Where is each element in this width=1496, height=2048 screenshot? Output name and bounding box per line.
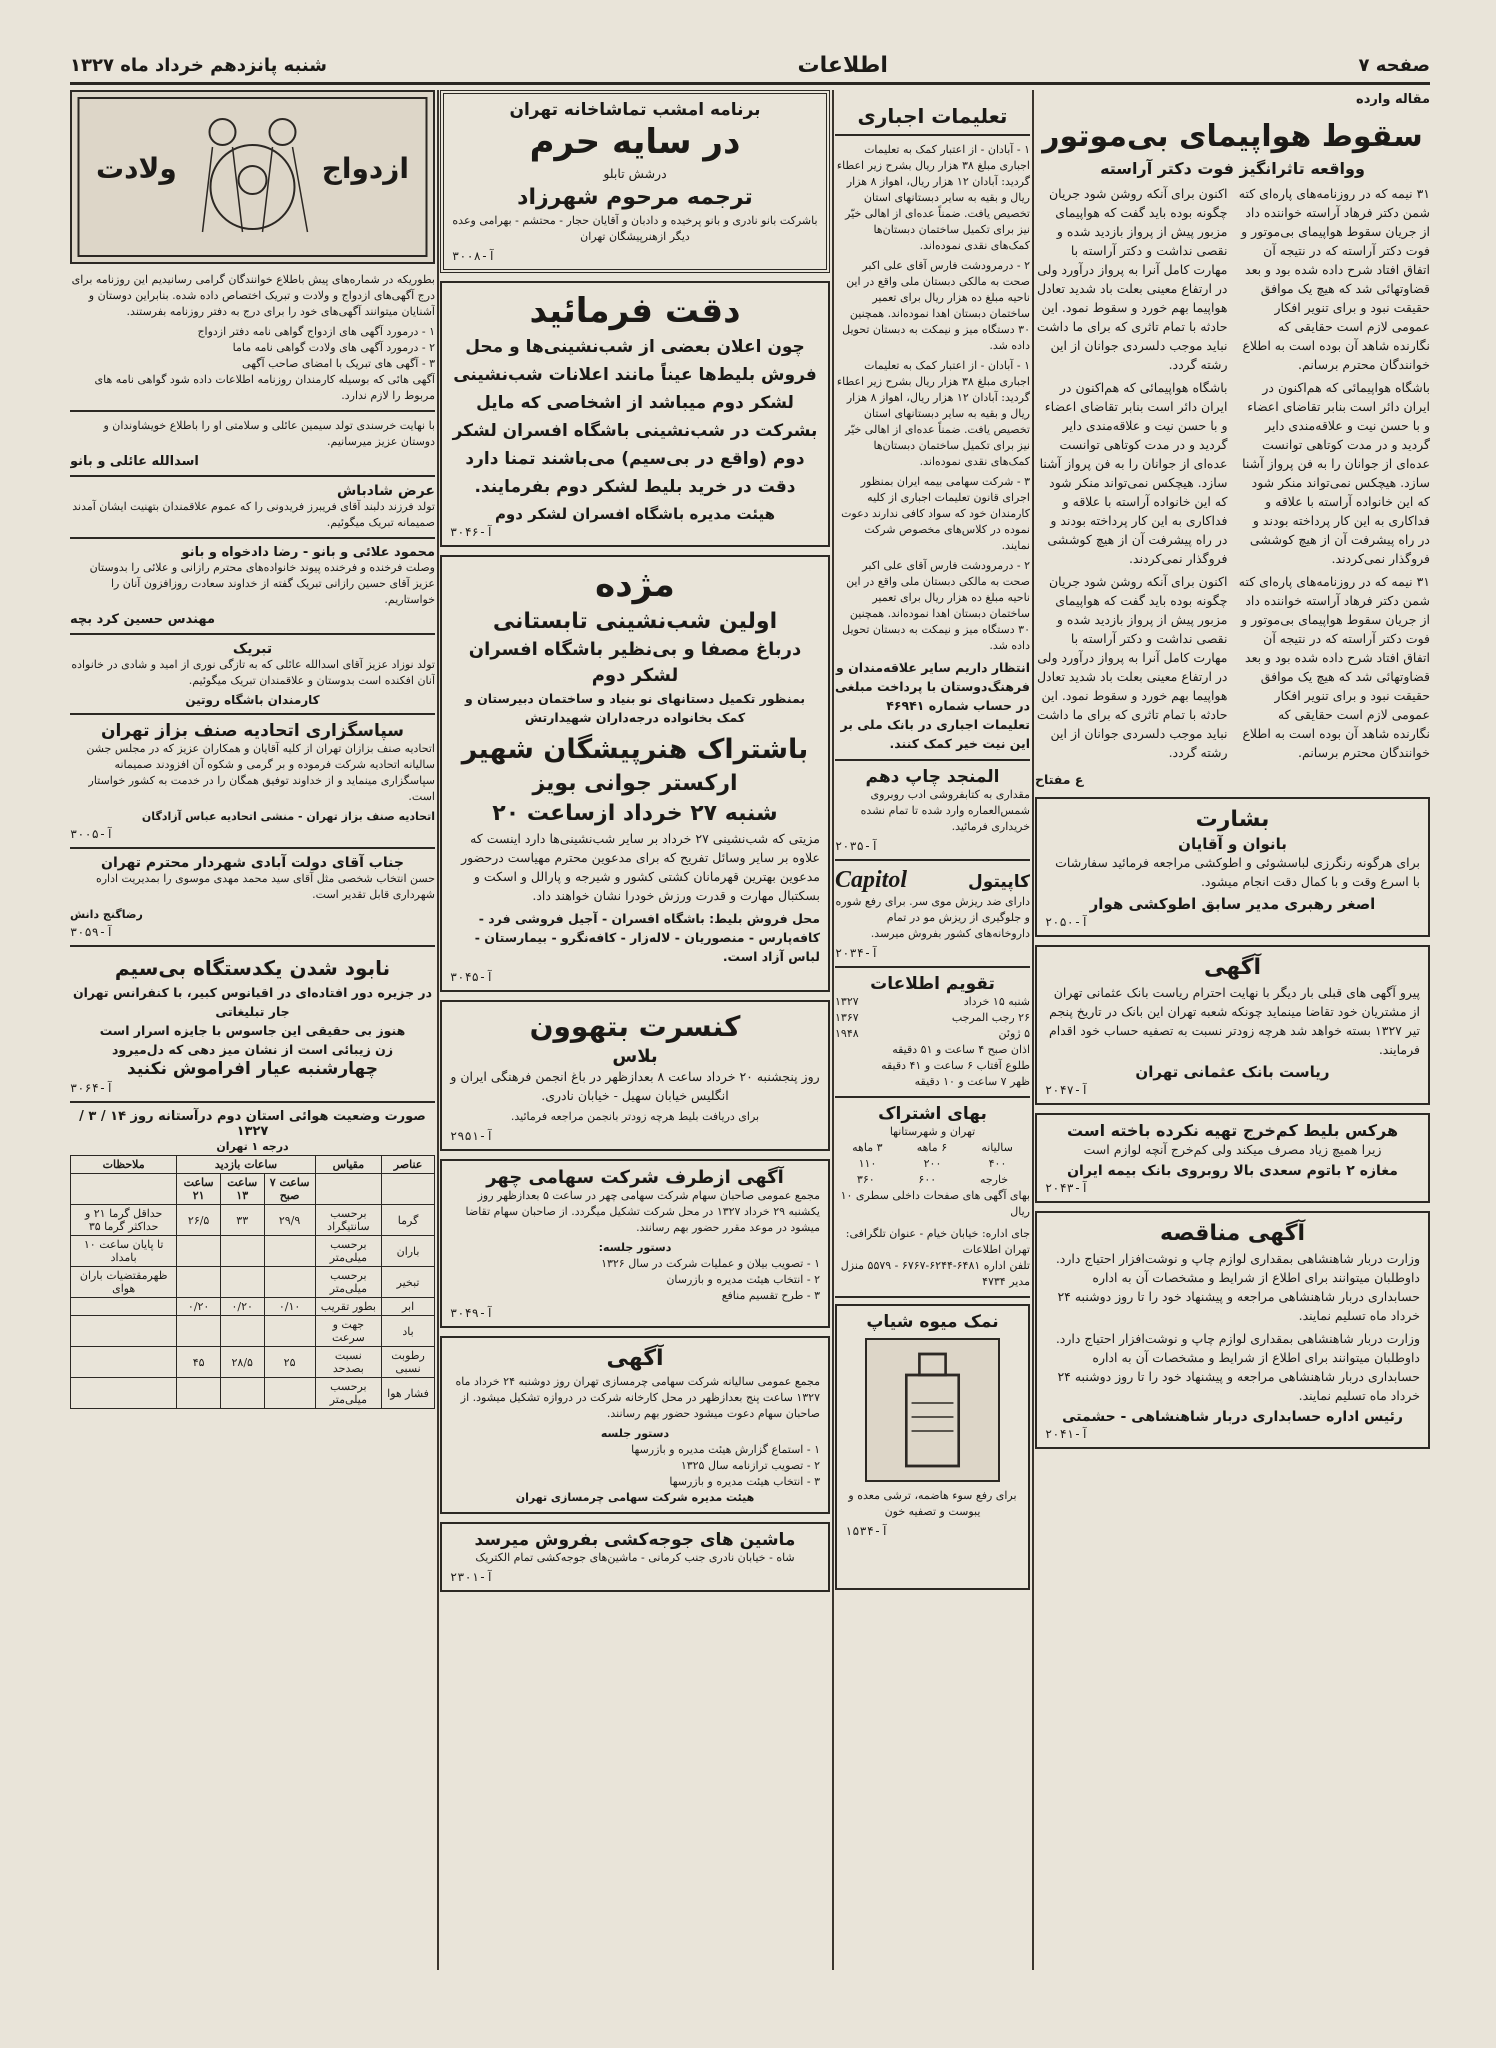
table-row [71,1236,435,1267]
ad-signature: رضاگنج دانش [70,908,143,921]
table-header [71,1174,177,1205]
concert-ticket: برای دریافت بلیط هرچه زودتر بانجمن مراجعه فرمائید. [510,1110,760,1123]
notice-title: عرض شادباش [336,483,435,499]
table-cell [264,1267,315,1298]
notice-text: با نهایت خرسندی تولد سیمین عائلی و سلامتی او را باطلاع خویشاوندان و دوستان عزیز میرسانیم. [103,419,435,448]
ad-signature: اتحادیه صنف بزاز تهران - منشی اتحادیه عباس آزادگان [141,810,435,823]
article-subhead: وواقعه تاثرانگیز فوت دکتر آراسته [1100,159,1365,178]
notice-title: تعلیمات اجباری [835,90,1030,136]
ad-title: سپاسگزاری اتحادیه صنف بزاز تهران [100,721,405,741]
column-rule [1032,90,1034,1970]
table-cell [220,1236,264,1267]
table-cell [264,1316,315,1347]
concert-title: کنسرت بتهوون [529,1010,741,1043]
ad-salutation: بانوان و آقایان [1178,835,1287,853]
calendar-title: تقویم اطلاعات [870,974,995,994]
table-cell [220,1316,264,1347]
table-cell: ابر [382,1298,435,1316]
ad-title: کاپیتول [968,872,1030,892]
ad-signature: هیئت مدیره شرکت سهامی چرمسازی تهران [515,1491,755,1504]
table-cell: برحسب سانتیگراد [315,1205,381,1236]
table-header [382,1174,435,1205]
ad-ref: آ-۲۰۳۴ [835,946,879,960]
divider [835,1296,1030,1298]
ad-ref: آ-۲۰۴۱ [1045,1427,1089,1441]
page-header [70,48,1430,85]
announcements-rule: ۳ - آگهی های تبریک با امضای صاحب آگهی [242,357,435,370]
ad-title: نمک میوه شیاپ [866,1312,999,1332]
ad-title: هرکس بلیط کم‌خرج تهیه نکرده باخته است [1066,1121,1399,1140]
calendar-noon: ظهر ۷ ساعت و ۱۰ دقیقه [914,1075,1030,1088]
table-cell: رطوبت نسبی [382,1347,435,1378]
divider [835,966,1030,968]
ad-text: پیرو آگهی های قبلی بار دیگر با نهایت احترام ریاست بانک عثمانی تهران از مشتریان خود تقاضا مینماید چونکه شعبه تهران این بانک در تاریخ پنجم تیر ۱۳۲۷ بسته خواهد شد هرچه زودتر نسبت به تصفیه حساب خود اقدام فرمایند. [1049,985,1420,1057]
table-cell: گرما [382,1205,435,1236]
ad-raffle [1035,1113,1430,1203]
ad-concert [440,1000,830,1151]
ad-title: آگهی [1203,955,1262,980]
ad-incubator [440,1522,830,1592]
table-row [71,1347,435,1378]
shareholders-title: آگهی ازطرف شرکت سهامی چهر [486,1167,784,1188]
table-cell: ۴۵ [177,1347,221,1378]
calendar-row [835,994,1030,1010]
attention-sign: هیئت مدیره باشگاه افسران لشکر دوم [494,505,776,523]
notice-sign: مهندس حسین کرد بچه [70,612,216,627]
theatre-title: در سایه حرم [529,122,741,162]
subscription-col: ۳ ماهه [852,1141,883,1154]
table-row [71,1205,435,1236]
column-rule [832,90,834,1970]
table-cell: جهت و سرعت [315,1316,381,1347]
table-cell [177,1267,221,1298]
ad-text: مقداری به کتابفروشی ادب روبروی شمس‌العماره وارد شده تا تمام نشده خریداری فرمائید. [860,788,1030,833]
announcements-rule: ۲ - درمورد آگهی های ولادت گواهی نامه ماما [232,341,435,354]
notice-title: محمود علائی و بانو - رضا دادخواه و بانو [181,545,435,560]
ad-ref: آ-۲۰۴۳ [1045,1181,1089,1195]
column-article [1035,90,1430,1970]
calendar-year: ۱۳۶۷ [835,1011,859,1024]
calendar [835,974,1030,1090]
table-cell: ۲۵ [264,1347,315,1378]
theatre-translator: ترجمه مرحوم شهرزاد [517,185,753,210]
subscription-phones: تلفن اداره ۶۴۸۱-۶۲۴۴-۶۷۶۷ - ۵۵۷۹ منزل مدیر ۴۷۳۴ [840,1259,1030,1288]
shareholders-text: مجمع عمومی صاحبان سهام شرکت سهامی چهر در ساعت ۵ بعدازظهر روز یکشنبه ۲۹ خرداد ۱۳۲۷ در محل شرکت تشکیل میگردد. از صاحبان سهام تقاضا میشود در موعد مقرر حضور بهم رسانند. [465,1189,820,1234]
column-announcements [70,90,435,1970]
weather-table [70,1155,435,1409]
weather-report [70,1109,435,1409]
ad-title: آگهی مناقصه [1159,1221,1306,1246]
table-cell [71,1347,177,1378]
ad-shareholders [440,1159,830,1328]
notice-sign: اسدالله عائلی و بانو [70,454,199,469]
table-header: ساعت ۷ صبح [264,1174,315,1205]
calendar-row [835,1026,1030,1042]
ad-namak [835,1304,1030,1590]
ad-text: دارای ضد ریزش موی سر. برای رفع شوره و جلوگیری از ریزش مو در تمام داروخانه‌های کشور بفروش میرسد. [835,895,1030,940]
ad-ref: آ-۳۰۴۵ [450,970,494,984]
subscription-address: جای اداره: خیابان خیام - عنوان تلگرافی: تهران اطلاعات [845,1227,1030,1256]
calendar-year: ۱۹۴۸ [835,1027,859,1040]
table-cell: برحسب میلی‌متر [315,1378,381,1409]
ad-ref: آ-۲۰۴۷ [1045,1083,1089,1097]
agenda-item: ۳ - طرح تقسیم منافع [721,1289,820,1302]
ad-text: برای هرگونه رنگرزی لباسشوئی و اطوکشی مراجعه فرمائید سفارشات با اسرع وقت و با کمال دقت انجام میشود. [1055,855,1420,889]
article-paragraph: ۳۱ نیمه که در روزنامه‌های پاره‌ای کته شمن دکتر فرهاد آراسته خواننده داد از جریان سقوط هواپیمای بی‌موتور و فوت دکتر آراسته که در نتیجه آن اتفاق افتاد شرح داده شده بود و بعد قضاوتهائی شد که هیچ یک موافق حقیقت نبود و برای تنویر افکار عمومی لازم است حقایقی که نگارنده شاهد آن بوده است به اطلاع خوانندگان محترم برسانم. [1238,574,1430,760]
ad-ref: آ-۳۰۵۹ [70,925,114,939]
ad-text: حسن انتخاب شخصی مثل آقای سید محمد مهدی موسوی را بمدیریت اداره شهرداری قابل تقدیر است. [95,872,435,901]
table-cell [177,1316,221,1347]
divider [835,859,1030,861]
ad-signature: ریاست بانک عثمانی تهران [1135,1063,1330,1081]
ad-text: وزارت دربار شاهنشاهی بمقداری لوازم چاپ و نوشت‌افزار احتیاج دارد. داوطلبان میتوانند برای اطلاع از شرایط و مشخصات آن به اداره حسابداری دربار شاهنشاهی مراجعه و پیشنهاد خود را تا روز دوشنبه ۲۴ خرداد ماه تسلیم نمایند. [1055,1331,1420,1403]
agenda-title: دستور جلسه: [598,1241,672,1254]
column-notices [835,90,1030,1970]
notice-paragraph: ۱ - آبادان - از اعتبار کمک به تعلیمات اجباری مبلغ ۳۸ هزار ریال بشرح زیر اعطاء گردید: آبادان ۱۲ هزار ریال، اهواز ۸ هزار ریال و بقیه به سایر دبستانهای استان تخصیص یافت. ضمناً عده‌ای از اهالی خیّر نیز برای تکمیل ساختمان دبستان‌ها کمک‌های نقدی نموده‌اند. [836,359,1030,468]
subscription-price: ۴۰۰ [988,1157,1007,1170]
table-cell: تبخیر [382,1267,435,1298]
ad-line: چهارشنبه عیار افراموش نکنید [127,1059,378,1079]
theatre-top: برنامه امشب تماشاخانه تهران [509,100,761,120]
weather-title: صورت وضعیت هوائی استان دوم درآستانه روز ۱۴ / ۳ / ۱۳۲۷ [79,1109,426,1139]
table-cell: ۰/۱۰ [264,1298,315,1316]
notice-text: وصلت فرخنده و فرخنده پیوند خانواده‌های محترم رازانی و علائی را بدوستان عزیز آقای حسین رازانی تبریک گفته از خداوند سعادت روزافزون آنان را خواستاریم. [89,561,435,606]
divider [70,475,435,477]
table-cell: باران [382,1236,435,1267]
table-cell [264,1236,315,1267]
attention-title: دقت فرمائید [529,291,741,331]
calendar-day: شنبه ۱۵ خرداد [963,995,1030,1008]
marriage-birth-banner [70,90,435,264]
table-row [71,1378,435,1409]
good-news-when: شنبه ۲۷ خرداد ازساعت ۲۰ [492,801,778,826]
announcements-rule: ۱ - درمورد آگهی های ازدواج گواهی نامه دفتر ازدواج [197,325,435,338]
subscription-col: ۶ ماهه [916,1141,948,1154]
calendar-day: ۲۶ رجب المرجب [951,1011,1030,1024]
ad-line: هنوز بی حقیقی این جاسوس با جایزه اسرار است [99,1023,406,1038]
table-row [71,1298,435,1316]
divider [835,759,1030,761]
column-rule [437,90,439,1970]
table-header: عناصر [382,1156,435,1174]
concert-by: بلاس [612,1046,658,1067]
ad-title: بشارت [1195,807,1270,832]
ad-text: زیرا همیچ زیاد مصرف میکند ولی کم‌خرج آنچه لوازم است [1083,1142,1382,1157]
ad-signature: اصغر رهبری مدیر سابق اطوکشی هوار [1089,895,1376,913]
table-header [315,1174,381,1205]
divider [70,847,435,849]
ad-bank [1035,945,1430,1105]
ad-wireless [70,953,435,1095]
ad-ref: آ-۳۰۰۸ [452,249,496,263]
agenda-item: ۱ - استماع گزارش هیئت مدیره و بازرسها [631,1443,820,1456]
ad-union [70,721,435,841]
announcements-note: آگهی هائی که بوسیله کارمندان روزنامه اطلاعات داده شود گواهی نامه های مربوط را لازم ندارد. [94,373,435,402]
ad-attention [440,281,830,547]
ad-title: ماشین های جوجه‌کشی بفروش میرسد [474,1530,796,1550]
agenda-title: دستور جلسه [600,1427,670,1440]
table-cell [177,1378,221,1409]
ad-title: جناب آقای دولت آبادی شهردار محترم تهران [101,855,404,871]
table-cell [220,1378,264,1409]
weather-subtitle: درجه ۱ تهران [216,1140,289,1153]
table-cell: نسبت بصدحد [315,1347,381,1378]
ad-ref: آ-۲۹۵۱ [450,1129,494,1143]
subscription-row [835,1172,1030,1188]
table-cell: ۲۸/۵ [220,1347,264,1378]
calendar-sunrise: طلوع آفتاب ۶ ساعت و ۴۱ دقیقه [881,1059,1030,1072]
calendar-day: ۵ ژوئن [998,1027,1030,1040]
table-cell: ۲۶/۵ [177,1205,221,1236]
agenda-item: ۳ - انتخاب هیئت مدیره و بازرسها [669,1475,820,1488]
article-paragraph: اکنون برای آنکه روشن شود جریان چگونه بوده باید گفت که هواپیمای مزبور پیش از پرواز بازدید شده و نقصی نداشت و دکتر آراسته با مهارت کامل آنرا به پرواز درآورد ولی در ارتفاع معینی بعلت باد شدید تعادل هواپیما بهم خورد و سقوط نمود. این حادثه با تمام تاثری که برای ما داشت نباید موجب دلسردی جوانان از این رشته گردد. [1036,186,1228,372]
notice-paragraph: ۲ - درمرودشت فارس آقای علی اکبر صحت به مالکی دبستان ملی واقع در این ناحیه مبلغ ده هزار ریال برای تعمیر ساختمان دبستان اهدا نموده‌اند. همچنین ۳۰ دستگاه میز و نیمکت به دبستان تحویل داده شد. [842,559,1030,652]
bottle-icon [867,1340,998,1480]
notice-closing: انتظار داریم سایر علاقه‌مندان و فرهنگ‌دوستان با پرداخت مبلغی در حساب شماره ۴۶۹۴۱ تعلیمات اجباری در بانک ملی بر این نیت خیر کمک کنند. [835,660,1030,751]
announcements-intro: بطوریکه در شماره‌های پیش باطلاع خوانندگان گرامی رسانیدیم این روزنامه برای درج آگهی‌های ازدواج و ولادت و تبریک اختصاص داده شده. بنابراین دوستان و آشنایان میتوانند آگهی‌های خود را برای درج به دفتر روزنامه بفرستند. [71,273,435,318]
table-cell: حداقل گرما ۲۱ و حداکثر گرما ۳۵ [71,1205,177,1236]
subscription-price: ۱۱۰ [858,1157,877,1170]
table-cell [264,1378,315,1409]
article-paragraph: باشگاه هواپیمائی که هم‌اکنون در ایران دائر است بنابر تقاضای اعضاء و با حسن نیت و علاقه‌مندی دایر گردید و در مدت کوتاهی توانست عده‌ای از جوانان را به فن پرواز آشنا سازد. هیچکس نمی‌تواند منکر شود که این خانواده آراسته با علاقه و فداکاری به این کار پرداخته بودند و در راه پیشرفت آن از هیچ کوششی فروگذار نمی‌کردند. [1242,380,1430,566]
table-row [71,1267,435,1298]
good-news-subtitle: اولین شب‌نشینی تابستانی [492,609,778,634]
subscription-row [835,1156,1030,1172]
ad-ref: آ-۳۰۴۹ [450,1306,494,1320]
table-cell: فشار هوا [382,1378,435,1409]
table-header: ساعات بازدید [177,1156,315,1174]
divider [70,410,435,412]
divider [70,633,435,635]
table-header: ملاحظات [71,1156,177,1174]
ad-ref: آ-۳۰۴۶ [450,525,494,539]
issue-date: شنبه پانزدهم خرداد ماه ۱۳۲۷ [70,54,327,76]
birth-label: ولادت [92,152,181,185]
ad-text: وزارت دربار شاهنشاهی بمقداری لوازم چاپ و نوشت‌افزار احتیاج دارد. داوطلبان میتوانند برای اطلاع از شرایط و مشخصات آن به اداره حسابداری دربار شاهنشاهی مراجعه و پیشنهاد خود را تا روز دوشنبه ۲۴ خرداد ماه تسلیم نمایند. [1055,1251,1420,1323]
good-news-purpose: بمنظور تکمیل دستانهای نو بنیاد و ساختمان دبیرستان و کمک بخانواده درجه‌داران شهیدارتش [464,691,806,725]
table-cell [71,1378,177,1409]
ad-title: نابود شدن یکدستگاه بی‌سیم [114,956,391,980]
table-cell: بطور تقریب [315,1298,381,1316]
agenda-item: ۲ - تصویب ترازنامه سال ۱۳۲۵ [680,1459,820,1472]
ad-ref: آ-۲۰۵۰ [1045,915,1089,929]
good-news-place: درباغ مصفا و بی‌نظیر باشگاه افسران لشکر دوم [468,639,802,686]
divider [70,945,435,947]
article-signature: ع مفتاح [1035,772,1084,787]
table-header: ساعت ۱۳ [220,1174,264,1205]
ad-ref: آ-۲۰۳۵ [835,839,879,853]
column-ads [440,90,830,1970]
table-cell [177,1236,221,1267]
table-header: ساعت ۲۱ [177,1174,221,1205]
good-news-orchestra: ارکستر جوانی بویز [532,771,738,796]
table-cell: برحسب میلی‌متر [315,1267,381,1298]
table-cell [220,1267,264,1298]
ad-ref: آ-۳۰۶۴ [70,1081,114,1095]
table-cell: ظهرمقتضیات باران هوای [71,1267,177,1298]
paper-name: اطلاعات [797,52,888,78]
ad-almonjed [835,767,1030,853]
ad-text: مجمع عمومی سالیانه شرکت سهامی چرمسازی تهران روز دوشنبه ۲۴ خرداد ماه ۱۳۲۷ ساعت پنج بعدازظهر در محل کارخانه شرکت در دروازه تشکیل میشود. از صاحبان سهام دعوت میشود حضور بهم رسانند. [455,1375,820,1420]
ad-good-news [440,555,830,992]
ad-line: زن زیبائی است از نشان میز دهی که دل‌میرود [111,1042,394,1057]
table-cell: تا پایان ساعت ۱۰ بامداد [71,1236,177,1267]
notice-paragraph: ۳ - شرکت سهامی بیمه ایران بمنظور اجرای قانون تعلیمات اجباری از کلیه کارمندان خود که سواد کافی ندارند دعوت نموده در کلاس‌های مخصوص شرکت نمایند. [841,475,1030,552]
ad-text: شاه - خیابان نادری جنب کرمانی - ماشین‌های جوجه‌کشی تمام الکتریک [475,1551,795,1564]
ad-text: اتحادیه صنف بزازان تهران از کلیه آقایان و همکاران عزیز که در مجلس جشن سالیانه اتحادیه شرکت فرموده و بر گرمی و شکوه آن افزودند صمیمانه سپاسگزاری مینماید و از خداوند توفیق همگان را در خدمت به کشور خواستار است. [86,742,435,803]
notice-text: تولد فرزند دلبند آقای فریبرز فریدونی را که عموم علاقمندان بتهنیت ایشان آمدند صمیمانه تبریک میگوئیم. [72,500,435,529]
theatre-type: درشش تابلو [603,166,667,181]
table-cell: ۰/۲۰ [220,1298,264,1316]
article-paragraph: ۳۱ نیمه که در روزنامه‌های پاره‌ای کته شمن دکتر فرهاد آراسته خواننده داد از جریان سقوط هواپیمای بی‌موتور و فوت دکتر آراسته که در نتیجه آن اتفاق افتاد شرح داده شده بود و بعد قضاوتهائی شد که هیچ یک موافق حقیقت نبود و برای تنویر افکار عمومی لازم است حقایقی که نگارنده شاهد آن بوده است به اطلاع خوانندگان محترم برسانم. [1238,186,1430,372]
article-paragraph: باشگاه هواپیمائی که هم‌اکنون در ایران دائر است بنابر تقاضای اعضاء و با حسن نیت و علاقه‌مندی دایر گردید و در مدت کوتاهی توانست عده‌ای از جوانان را به فن پرواز آشنا سازد. هیچکس نمی‌تواند منکر شود که این خانواده آراسته با علاقه و فداکاری به این کار پرداخته بودند و در راه پیشرفت آن از هیچ کوششی فروگذار نمی‌کردند. [1039,380,1228,566]
marriage-label: ازدواج [318,152,413,185]
ad-bisharat [1035,797,1430,937]
calendar-azan: اذان صبح ۴ ساعت و ۵۱ دقیقه [892,1043,1030,1056]
table-cell: ۰/۲۰ [177,1298,221,1316]
divider [70,713,435,715]
notice-title: تبریک [232,641,273,657]
page-number: صفحه ۷ [1358,54,1430,76]
calendar-row [835,1010,1030,1026]
table-cell: برحسب میلی‌متر [315,1236,381,1267]
table-cell: ۳۳ [220,1205,264,1236]
agenda-item: ۱ - تصویب بیلان و عملیات شرکت در سال ۱۳۲۶ [601,1257,820,1270]
table-header: مقیاس [315,1156,381,1174]
table-cell [71,1316,177,1347]
ad-title-latin: Capitol [835,867,908,893]
table-cell: ۲۹/۹ [264,1205,315,1236]
article-paragraph: اکنون برای آنکه روشن شود جریان چگونه بوده باید گفت که هواپیمای مزبور پیش از پرواز بازدید شده و نقصی نداشت و دکتر آراسته با مهارت کامل آنرا به پرواز درآورد ولی در ارتفاع معینی بعلت باد شدید تعادل هواپیما بهم خورد و سقوط نمود. این حادثه با تمام تاثری که برای ما داشت نباید موجب دلسردی جوانان از این رشته گردد. [1036,574,1228,760]
ad-title: المنجد چاپ دهم [865,767,1000,787]
good-news-title: مژده [595,565,675,605]
subscription-head [835,1140,1030,1156]
ad-line: در جزیره دور افتاده‌ای در اقیانوس کبیر، با کنفرانس تهران جار تبلیغاتی [72,985,433,1019]
attention-text: چون اعلان بعضی از شب‌نشینی‌ها و محل فروش بلیط‌ها عیناً مانند اعلانات شب‌نشینی لشکر دوم میباشد از اشخاصی که مایل بشرکت در شب‌نشینی باشگاه افسران لشکر دوم (واقع در بی‌سیم) می‌باشند تمنا دارد دقت در خرید بلیط لشکر دوم بفرمایند. [452,337,818,497]
table-row [71,1316,435,1347]
product-image [865,1338,1000,1482]
ad-capitol [835,867,1030,960]
divider [70,1101,435,1103]
subscription [835,1104,1030,1290]
notice-sign: کارمندان باشگاه روتین [185,693,320,707]
subscription-price: ۶۰۰ [918,1173,937,1186]
calendar-year: ۱۳۲۷ [835,995,859,1008]
good-news-tickets: محل فروش بلیط: باشگاه افسران - آجیل فروشی فرد - کافه‌پارس - منصوریان - لاله‌زار - کافه‌نگرو - بیمارستان - لباس آزاد است. [474,911,820,964]
ad-title: آگهی [606,1346,664,1371]
ad-ref: آ-۱۵۳۴ [845,1524,889,1538]
ad-theatre [440,90,830,273]
subscription-price: ۳۶۰ [856,1173,875,1186]
subscription-subtitle: تهران و شهرستانها [889,1125,976,1138]
article-headline: سقوط هواپیمای بی‌موتور [1042,119,1423,154]
good-news-detail: مزیتی که شب‌نشینی ۲۷ خرداد بر سایر شب‌نشینی‌ها دارد اینست که علاوه بر سایر وسائل تفریح که برای مدعوین محترم مهیاست درحضور مدعوین بهترین قهرمانان کشتی کشور و شیرجه و پارالل و اسکت و بسکتبال مهارت و قدرت ورزش خودرا نشان خواهند داد. [461,831,820,903]
ad-mayor [70,855,435,939]
ad-shop: مغازه ۲ باتوم سعدی بالا روبروی بانک بیمه ایران [1067,1163,1398,1179]
table-cell [71,1298,177,1316]
subscription-col: سالیانه [981,1141,1013,1154]
ad-leather [440,1336,830,1514]
table-cell: باد [382,1316,435,1347]
subscription-title: بهای اشتراک [878,1104,987,1124]
theatre-cast: باشرکت بانو نادری و بانو پرخیده و دادبان و آقایان حجار - محتشم - بهرامی وعده دیگر ازهنرپیشگان تهران [452,214,818,243]
concert-text: روز پنجشنبه ۲۰ خرداد ساعت ۸ بعدازظهر در باغ انجمن فرهنگی ایران و انگلیس خیابان سهیل - خیابان نادری. [450,1069,820,1103]
ad-ref: آ-۳۰۰۵ [70,827,114,841]
ad-tender [1035,1211,1430,1449]
divider [835,1096,1030,1098]
notice-paragraph: ۲ - درمرودشت فارس آقای علی اکبر صحت به مالکی دبستان ملی واقع در این ناحیه مبلغ ده هزار ریال برای تعمیر ساختمان دبستان اهدا نموده‌اند. همچنین ۳۰ دستگاه میز و نیمکت به دبستان تحویل داده شد. [842,259,1030,352]
ad-ref: آ-۲۳۰۱ [450,1570,494,1584]
section-label: مقاله وارده [1356,92,1430,107]
notice-paragraph: ۱ - آبادان - از اعتبار کمک به تعلیمات اجباری مبلغ ۳۸ هزار ریال بشرح زیر اعطاء گردید: آبادان ۱۲ هزار ریال، اهواز ۸ هزار ریال و بقیه به سایر دبستانهای استان تخصیص یافت. ضمناً عده‌ای از اهالی خیّر نیز برای تکمیل ساختمان دبستان‌ها کمک‌های نقدی نموده‌اند. [836,143,1030,252]
ad-text: برای رفع سوء هاضمه، ترشی معده و یبوست و تصفیه خون [848,1489,1017,1518]
subscription-price: ۲۰۰ [923,1157,942,1170]
agenda-item: ۲ - انتخاب هیئت مدیره و بازرسان [666,1273,820,1286]
notice-text: تولد نوزاد عزیز آقای اسدالله عائلی که به تازگی نوری از امید و شادی در خانواده آنان افکنده است بدوستان و علاقمندان تبریک میگوئیم. [71,658,435,687]
subscription-note: بهای آگهی های صفحات داخلی سطری ۱۰ ریال [840,1189,1030,1218]
divider [70,537,435,539]
good-news-band: باشتراک هنرپیشگان شهیر [461,734,809,765]
subscription-label: خارجه [979,1173,1009,1186]
ad-signature: رئیس اداره حسابداری دربار شاهنشاهی - حشمتی [1062,1409,1403,1425]
